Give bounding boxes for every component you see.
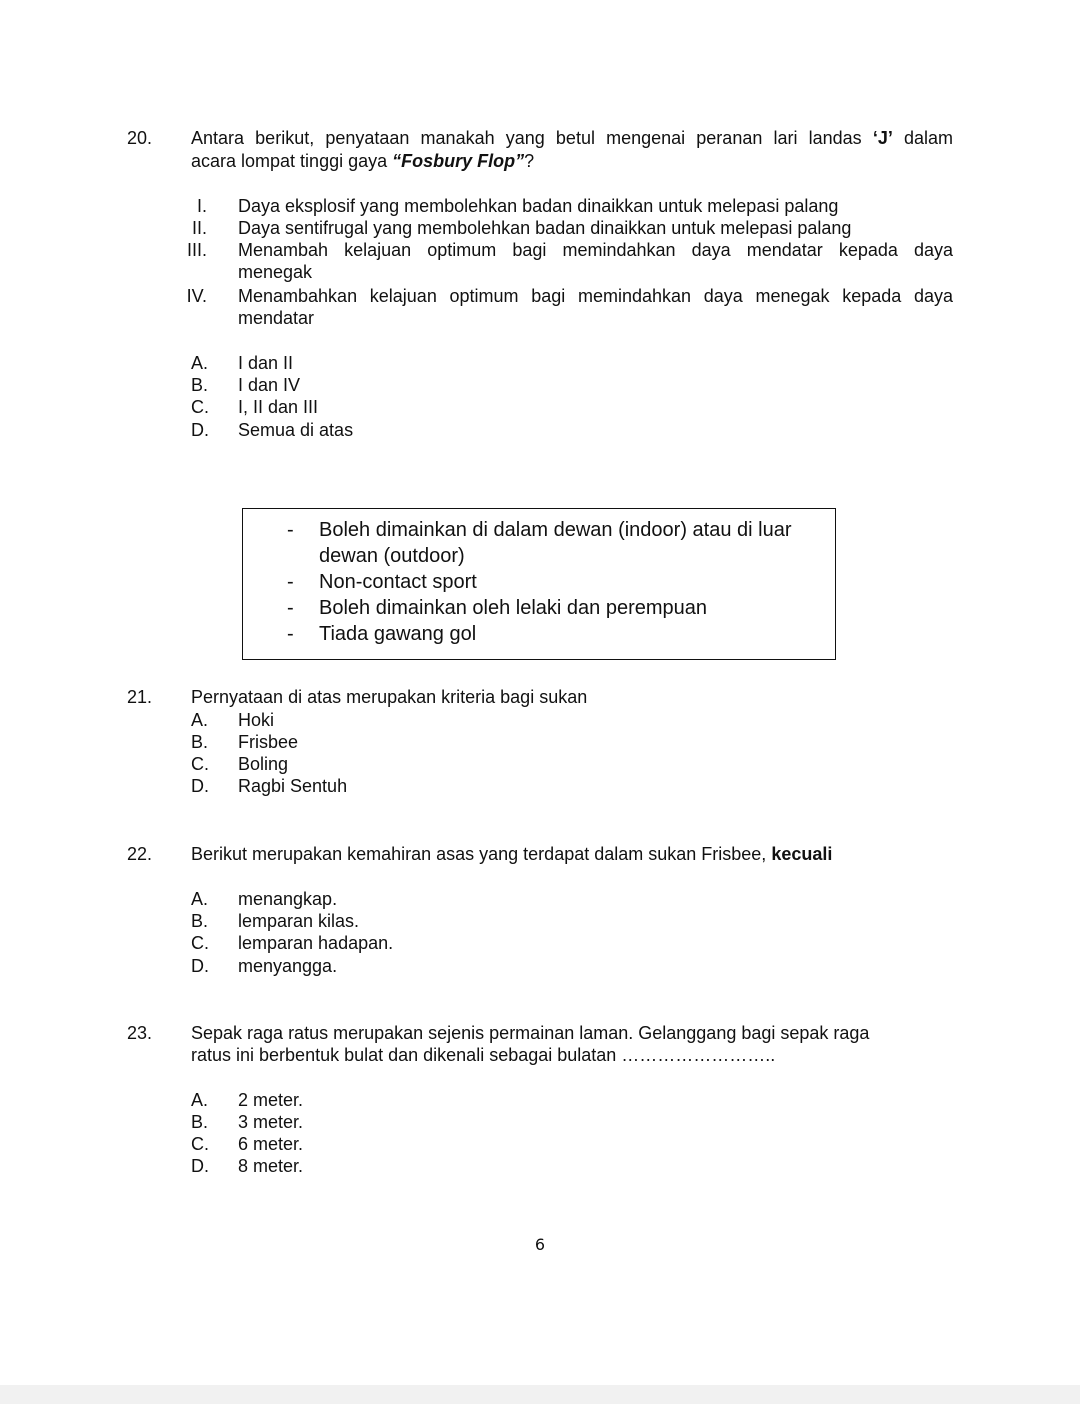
question-number: 21. (127, 687, 153, 707)
option-text: menyangga. (238, 956, 338, 976)
question-emphasis: kecuali (771, 844, 833, 864)
option-letter: D. (191, 956, 209, 976)
option-letter: A. (191, 710, 209, 730)
list-bullet: - (287, 519, 294, 541)
option-text: Semua di atas (238, 420, 354, 440)
option-letter: A. (191, 353, 209, 373)
statement-numeral: IV. (186, 286, 207, 306)
option-text: menangkap. (238, 889, 338, 909)
question-emphasis: “Fosbury Flop” (392, 151, 525, 171)
option-letter: B. (191, 732, 209, 752)
criteria-item: dewan (outdoor) (319, 545, 465, 567)
option-letter: C. (191, 1134, 209, 1154)
criteria-box (242, 508, 836, 660)
list-bullet: - (287, 571, 294, 593)
option-text: Frisbee (238, 732, 299, 752)
statement-text: Menambahkan kelajuan optimum bagi memindahkan daya menegak kepada daya (238, 286, 953, 306)
option-letter: C. (191, 397, 209, 417)
page-number: 6 (534, 1235, 546, 1254)
question-emphasis: ‘J’ (872, 128, 893, 148)
criteria-item: Boleh dimainkan oleh lelaki dan perempuan (319, 597, 708, 619)
option-text: I, II dan III (238, 397, 319, 417)
question-number: 20. (127, 128, 153, 148)
criteria-item: Tiada gawang gol (319, 623, 477, 645)
option-letter: D. (191, 1156, 209, 1176)
option-letter: D. (191, 776, 209, 796)
option-letter: C. (191, 933, 209, 953)
option-text: I dan IV (238, 375, 301, 395)
question-text: ? (524, 151, 535, 171)
statement-text: Daya sentifrugal yang membolehkan badan dinaikkan untuk melepasi palang (238, 218, 852, 238)
option-letter: A. (191, 1090, 209, 1110)
option-text: 8 meter. (238, 1156, 304, 1176)
criteria-item: Boleh dimainkan di dalam dewan (indoor) atau di luar (319, 519, 792, 541)
statement-text: menegak (238, 262, 313, 282)
option-text: lemparan hadapan. (238, 933, 394, 953)
option-text: I dan II (238, 353, 294, 373)
viewer-bottom-bar (0, 1385, 1080, 1404)
option-letter: B. (191, 375, 209, 395)
question-number: 23. (127, 1023, 153, 1043)
statement-text: mendatar (238, 308, 315, 328)
option-text: 2 meter. (238, 1090, 304, 1110)
option-letter: C. (191, 754, 209, 774)
option-text: Hoki (238, 710, 275, 730)
question-text: acara lompat tinggi gaya (191, 151, 393, 171)
question-text: Sepak raga ratus merupakan sejenis permainan laman. Gelanggang bagi sepak raga (191, 1023, 870, 1043)
option-letter: D. (191, 420, 209, 440)
question-text: Antara berikut, penyataan manakah yang betul mengenai peranan lari landas (191, 128, 873, 148)
option-letter: B. (191, 911, 209, 931)
list-bullet: - (287, 597, 294, 619)
option-text: 3 meter. (238, 1112, 304, 1132)
question-text-line (191, 150, 953, 173)
statement-text: Menambah kelajuan optimum bagi memindahkan daya mendatar kepada daya (238, 240, 953, 260)
question-text: Pernyataan di atas merupakan kriteria bagi sukan (191, 687, 588, 707)
question-number: 22. (127, 844, 153, 864)
question-text: Berikut merupakan kemahiran asas yang terdapat dalam sukan Frisbee, (191, 844, 772, 864)
question-text-line (191, 127, 953, 150)
question-text: ratus ini berbentuk bulat dan dikenali sebagai bulatan …………………….. (191, 1045, 776, 1065)
option-letter: A. (191, 889, 209, 909)
question-text: dalam (892, 128, 953, 148)
option-text: lemparan kilas. (238, 911, 360, 931)
criteria-item: Non-contact sport (319, 571, 477, 593)
option-text: 6 meter. (238, 1134, 304, 1154)
option-letter: B. (191, 1112, 209, 1132)
question-text-line (191, 843, 953, 866)
statement-text: Daya eksplosif yang membolehkan badan dinaikkan untuk melepasi palang (238, 196, 839, 216)
statement-numeral: II. (191, 218, 207, 238)
statement-numeral: III. (186, 240, 207, 260)
statement-numeral: I. (196, 196, 207, 216)
option-text: Ragbi Sentuh (238, 776, 348, 796)
list-bullet: - (287, 623, 294, 645)
option-text: Boling (238, 754, 289, 774)
